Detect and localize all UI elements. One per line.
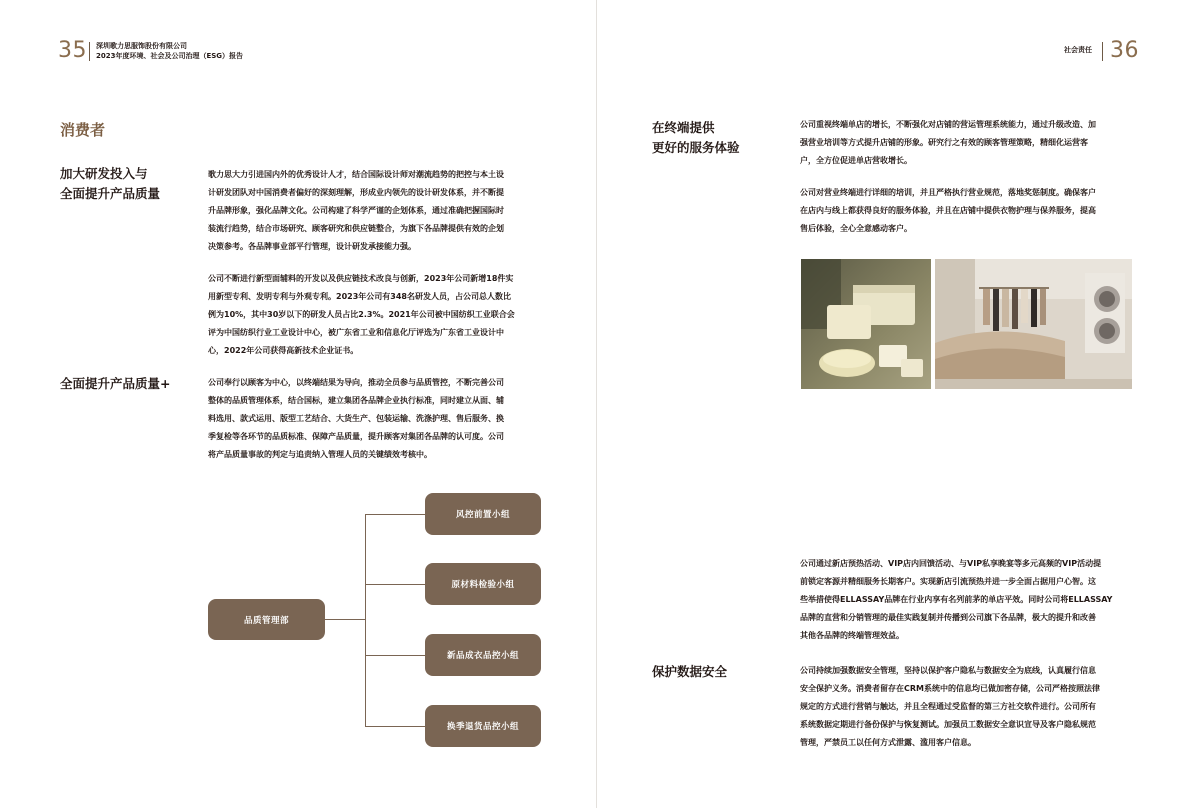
paragraph-vip: [800, 555, 1134, 645]
text-line: 歌力思大力引进国内外的优秀设计人才，结合国际设计师对潮流趋势的把控与本土设: [208, 170, 504, 179]
text-line: 其他各品牌的终端管理效益。: [800, 631, 904, 640]
heading-line: 更好的服务体验: [652, 140, 740, 155]
paragraph-service-1: [800, 116, 1134, 170]
text-line: 安全保护义务。消费者留存在CRM系统中的信息均已做加密存储，公司严格按照法律: [800, 684, 1100, 693]
header-divider-left: [89, 42, 90, 61]
text-line: 户，全方位促进单店营收增长。: [800, 156, 912, 165]
header-divider-right: [1102, 42, 1103, 61]
page-spine: [596, 0, 597, 808]
org-child-box: 新品成衣品控小组: [425, 634, 541, 676]
connector-root: [325, 619, 365, 620]
text-line: 装流行趋势，结合市场研究、顾客研究和供应链整合，为旗下各品牌提供有效的企划: [208, 224, 504, 233]
text-line: 心，2022年公司获得高新技术企业证书。: [208, 346, 359, 355]
org-child-box: 风控前置小组: [425, 493, 541, 535]
paragraph-rnd-2: [208, 270, 543, 360]
text-line: 售后体验，全心全意感动客户。: [800, 224, 912, 233]
product-photo: [801, 259, 931, 389]
heading-line: 全面提升产品质量: [60, 186, 161, 201]
text-line: 评为中国纺织行业工业设计中心，被广东省工业和信息化厅评选为广东省工业设计中: [208, 328, 504, 337]
paragraph-rnd-1: [208, 166, 543, 256]
text-line: 些举措使得ELLASSAY品牌在行业内享有名列前茅的单店平效。同时公司将ELLASSAY: [800, 595, 1113, 604]
text-line: 强营业培训等方式提升店铺的形象。研究行之有效的顾客管理策略，精细化运营客: [800, 138, 1088, 147]
section-title: 消费者: [60, 121, 106, 139]
company-name: 深圳歌力思服饰股份有限公司: [96, 42, 187, 50]
text-line: 季复检等各环节的品质标准、保障产品质量，提升顾客对集团各品牌的认可度。公司: [208, 432, 504, 441]
heading-line: 保护数据安全: [652, 664, 728, 679]
text-line: 在店内与线上都获得良好的服务体验，并且在店铺中提供衣物护理与保养服务，提高: [800, 206, 1096, 215]
connector-branch: [365, 514, 425, 515]
text-line: 管理，严禁员工以任何方式泄露、滥用客户信息。: [800, 738, 976, 747]
heading-line: 在终端提供: [652, 120, 715, 135]
text-line: 料选用、款式运用、版型工艺结合、大货生产、包装运输、洗涤护理、售后服务、换: [208, 414, 504, 423]
connector-branch: [365, 655, 425, 656]
block-heading-quality: [60, 374, 200, 394]
report-title: 2023年度环境、社会及公司治理（ESG）报告: [96, 52, 244, 60]
block-heading-service: [652, 118, 792, 158]
text-line: 前锁定客源并精细服务长期客户。实现新店引流预热并进一步全面占据用户心智。这: [800, 577, 1096, 586]
paragraph-data-security: [800, 662, 1134, 752]
org-child-box: 换季退货品控小组: [425, 705, 541, 747]
header-section-label: 社会责任: [1064, 46, 1092, 54]
text-line: 公司持续加强数据安全管理，坚持以保护客户隐私与数据安全为底线，认真履行信息: [800, 666, 1096, 675]
text-line: 公司不断进行新型面辅料的开发以及供应链技术改良与创新，2023年公司新增18件实: [208, 274, 514, 283]
connector-branch: [365, 726, 425, 727]
connector-branch: [365, 584, 425, 585]
text-line: 整体的品质管理体系，结合国标，建立集团各品牌企业执行标准，同时建立从面、辅: [208, 396, 504, 405]
paragraph-service-2: [800, 184, 1134, 238]
text-line: 例为10%，其中30岁以下的研发人员占比2.3%。2021年公司被中国纺织工业联合会: [208, 310, 515, 319]
heading-line: 全面提升产品质量+: [60, 376, 171, 391]
text-line: 系统数据定期进行备份保护与恢复测试。加强员工数据安全意识宣导及客户隐私规范: [800, 720, 1096, 729]
org-child-box: 原材料检验小组: [425, 563, 541, 605]
header-report-info: [96, 41, 243, 61]
text-line: 公司通过新店预热活动、VIP店内回馈活动、与VIP私享晚宴等多元高频的VIP活动提: [800, 559, 1102, 568]
text-line: 决策参考。各品牌事业部平行管理，设计研发承接能力强。: [208, 242, 416, 251]
text-line: 将产品质量事故的判定与追责纳入管理人员的关键绩效考核中。: [208, 450, 432, 459]
paragraph-quality: [208, 374, 543, 464]
store-photo: [935, 259, 1132, 389]
block-heading-data-security: [652, 662, 792, 682]
connector-trunk: [365, 514, 366, 726]
text-line: 公司奉行以顾客为中心，以终端结果为导向，推动全员参与品质管控，不断完善公司: [208, 378, 504, 387]
text-line: 品牌的直营和分销管理的最佳实践复制并传播到公司旗下各品牌，极大的提升和改善: [800, 613, 1096, 622]
text-line: 公司对营业终端进行详细的培训，并且严格执行营业规范，落地奖惩制度。确保客户: [800, 188, 1096, 197]
page-number-left: 35: [58, 38, 87, 63]
text-line: 升品牌形象，强化品牌文化。公司构建了科学严谨的企划体系，通过准确把握国际时: [208, 206, 504, 215]
org-root-box: 品质管理部: [208, 599, 325, 640]
page-number-right: 36: [1110, 38, 1139, 63]
text-line: 用新型专利、发明专利与外观专利。2023年公司有348名研发人员，占公司总人数比: [208, 292, 511, 301]
heading-line: 加大研发投入与: [60, 166, 148, 181]
block-heading-rnd: [60, 164, 200, 204]
text-line: 公司重视终端单店的增长，不断强化对店铺的营运管理系统能力，通过升级改造、加: [800, 120, 1096, 129]
text-line: 规定的方式进行营销与触达，并且全程通过受监督的第三方社交软件进行。公司所有: [800, 702, 1096, 711]
text-line: 计研发团队对中国消费者偏好的深刻理解，形成业内领先的设计研发体系，并不断提: [208, 188, 504, 197]
